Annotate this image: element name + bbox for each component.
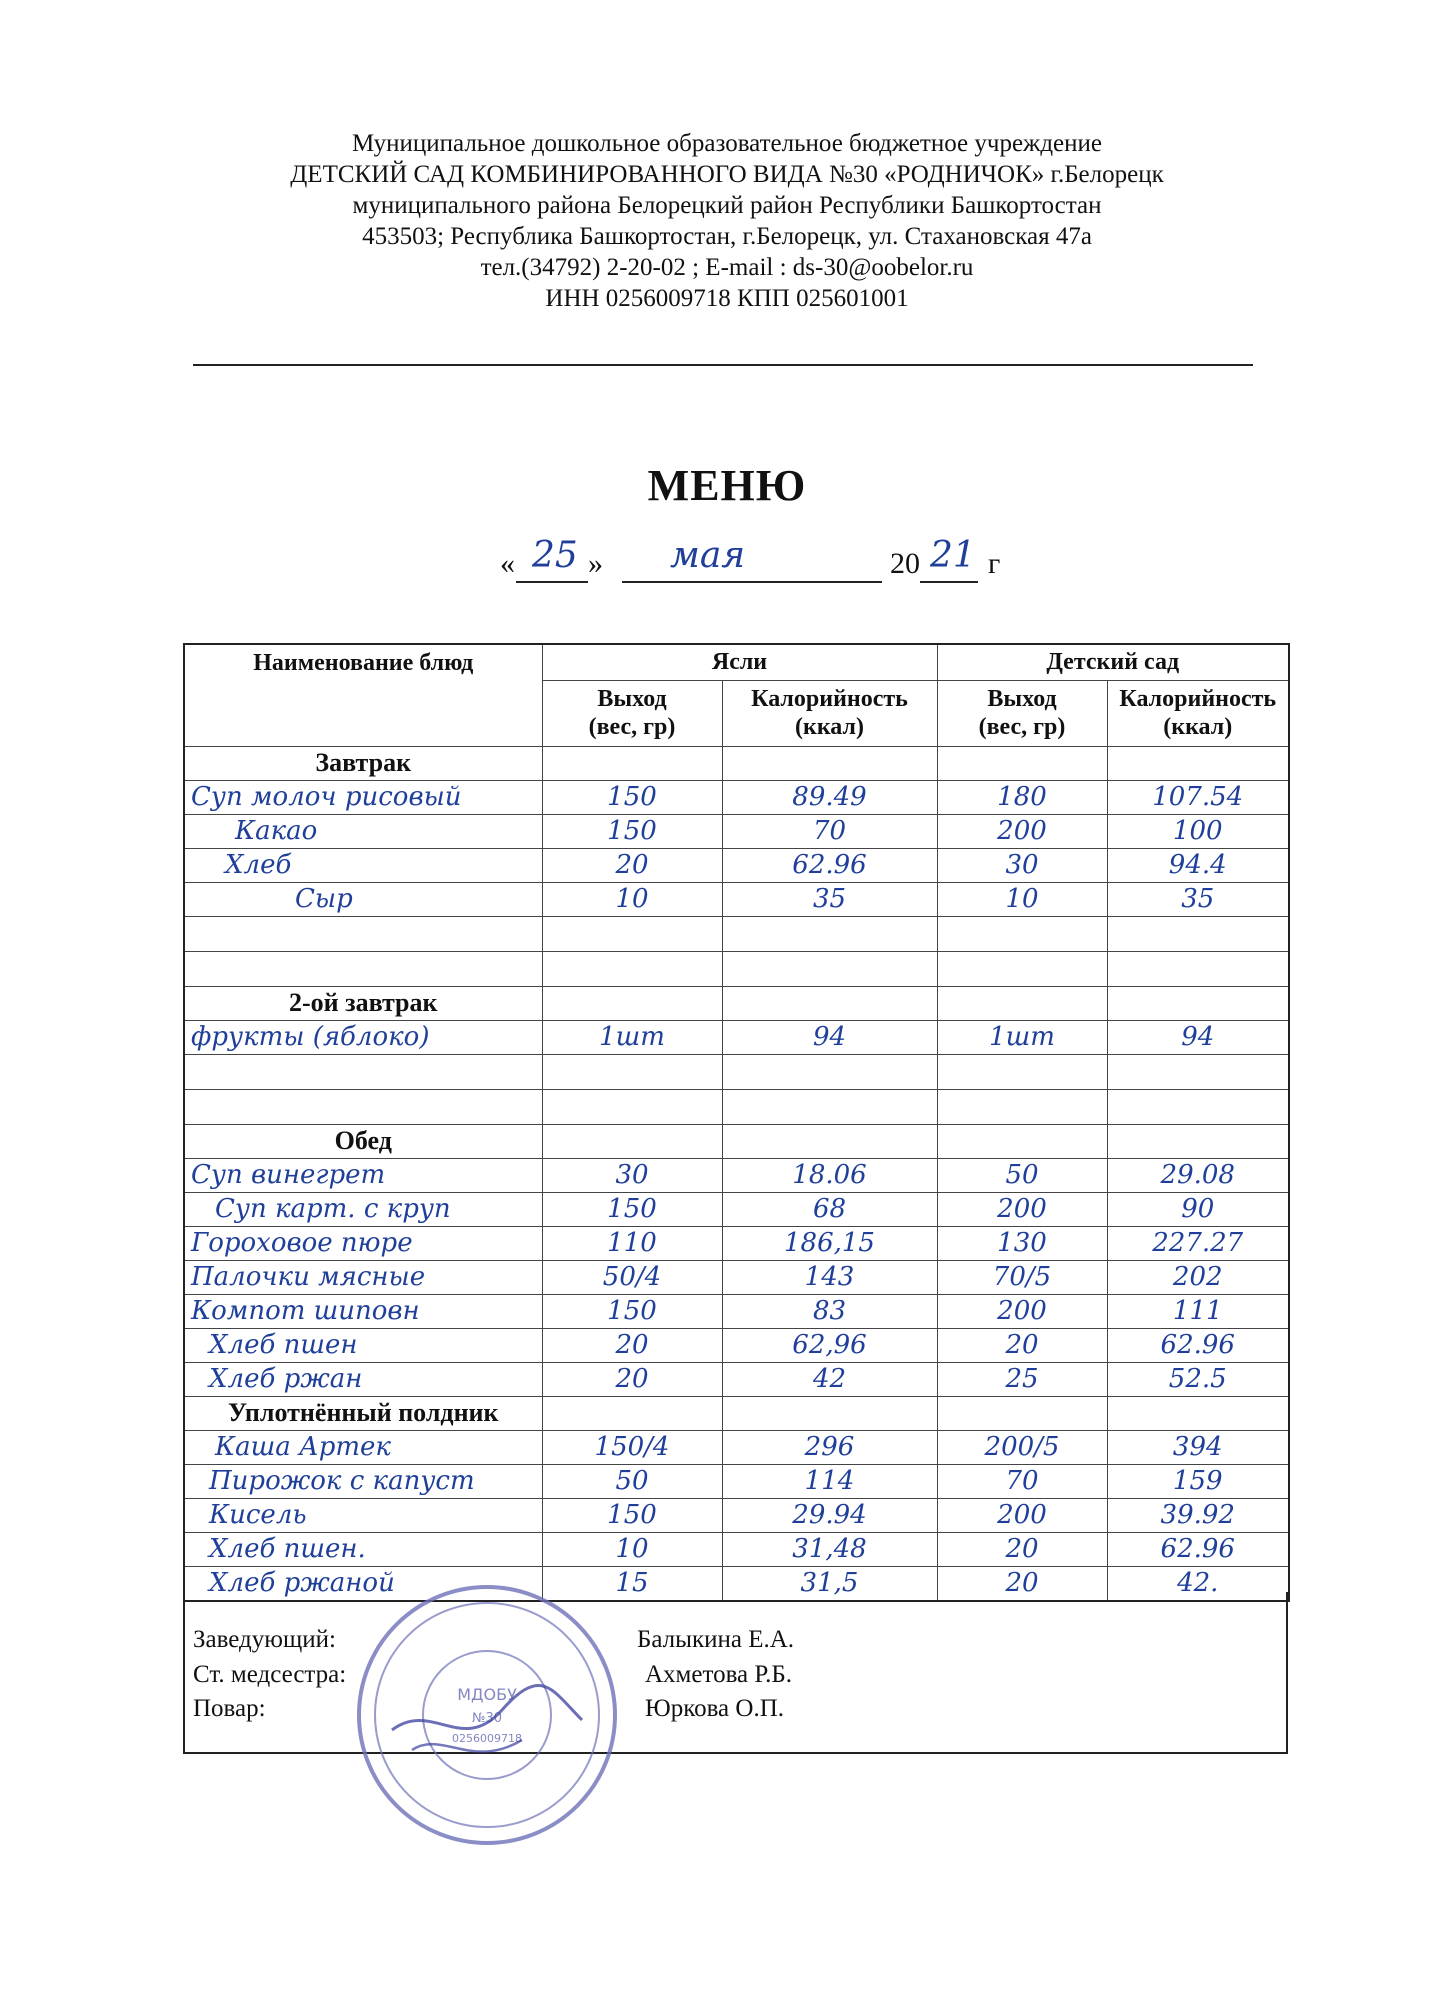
kindergarten-kcal: 35 (1107, 882, 1289, 916)
signature-role: Повар: (193, 1695, 266, 1722)
page-title: МЕНЮ (647, 461, 807, 510)
table-row (184, 814, 1289, 848)
nursery-kcal: 83 (722, 1294, 937, 1328)
dish-name: Суп винегрет (184, 1158, 542, 1192)
kindergarten-kcal: 39.92 (1107, 1498, 1289, 1532)
official-seal (352, 1580, 622, 1850)
table-row (184, 1294, 1289, 1328)
kindergarten-kcal: 394 (1107, 1430, 1289, 1464)
nursery-kcal: 29.94 (722, 1498, 937, 1532)
nursery-kcal: 62,96 (722, 1328, 937, 1362)
kindergarten-yield: 200 (937, 814, 1107, 848)
nursery-kcal: 143 (722, 1260, 937, 1294)
table-row (184, 780, 1289, 814)
kindergarten-header: Детский сад (937, 644, 1289, 680)
date-month: мая (670, 535, 746, 576)
empty-row (184, 916, 1289, 951)
nursery-yield: 20 (542, 848, 722, 882)
table-row (184, 1464, 1289, 1498)
kindergarten-yield: 20 (937, 1328, 1107, 1362)
kindergarten-kcal: 52.5 (1107, 1362, 1289, 1396)
nursery-kcal: 31,5 (722, 1566, 937, 1601)
kindergarten-kcal: 107.54 (1107, 780, 1289, 814)
dish-name: Хлеб (184, 848, 542, 882)
table-row (184, 1430, 1289, 1464)
dish-name: Кисель (184, 1498, 542, 1532)
signature-role: Заведующий: (193, 1626, 336, 1653)
dish-name: Какао (184, 814, 542, 848)
kindergarten-yield: 130 (937, 1226, 1107, 1260)
nursery-yield: 150 (542, 814, 722, 848)
nursery-calories-header: Калорийность (ккал) (722, 680, 937, 746)
table-row (184, 1020, 1289, 1054)
kindergarten-kcal: 94 (1107, 1020, 1289, 1054)
header-line-1: Муниципальное дошкольное образовательное бюджетное учреждение (352, 130, 1102, 157)
date-year-unit: г (988, 547, 1001, 580)
date-open-quote: « (500, 547, 515, 580)
signature-role: Ст. медсестра: (193, 1661, 347, 1688)
nursery-yield: 150 (542, 1294, 722, 1328)
menu-table (183, 643, 1290, 1602)
dish-name: Хлеб ржаной (184, 1566, 542, 1601)
empty-row (184, 1054, 1289, 1089)
kindergarten-kcal: 94.4 (1107, 848, 1289, 882)
nursery-kcal: 296 (722, 1430, 937, 1464)
svg-text:№30: №30 (471, 1711, 503, 1726)
year-underline (920, 581, 978, 583)
nursery-kcal: 18.06 (722, 1158, 937, 1192)
nursery-yield: 150 (542, 1498, 722, 1532)
table-row (184, 1498, 1289, 1532)
kindergarten-yield: 50 (937, 1158, 1107, 1192)
nursery-yield: 10 (542, 1532, 722, 1566)
kindergarten-yield: 25 (937, 1362, 1107, 1396)
nursery-kcal: 70 (722, 814, 937, 848)
nursery-yield: 150 (542, 780, 722, 814)
empty-row (184, 951, 1289, 986)
date-year-prefix: 20 (890, 547, 920, 580)
header-line-4: 453503; Республика Башкортостан, г.Белорецк, ул. Стахановская 47а (362, 223, 1092, 250)
header-line-6: ИНН 0256009718 КПП 025601001 (545, 285, 909, 312)
svg-text:0256009718: 0256009718 (452, 1732, 522, 1745)
date-year-suffix: 21 (930, 535, 976, 576)
nursery-kcal: 94 (722, 1020, 937, 1054)
nursery-yield: 150/4 (542, 1430, 722, 1464)
nursery-kcal: 186,15 (722, 1226, 937, 1260)
nursery-kcal: 31,48 (722, 1532, 937, 1566)
kindergarten-yield: 20 (937, 1532, 1107, 1566)
table-row (184, 1192, 1289, 1226)
nursery-yield: 15 (542, 1566, 722, 1601)
date-day: 25 (532, 535, 578, 576)
kindergarten-yield: 20 (937, 1566, 1107, 1601)
nursery-yield: 20 (542, 1362, 722, 1396)
dish-name: Суп молоч рисовый (184, 780, 542, 814)
kindergarten-kcal: 62.96 (1107, 1328, 1289, 1362)
signature-name: Балыкина Е.А. (637, 1626, 795, 1653)
nursery-yield-header: Выход (вес, гр) (542, 680, 722, 746)
kindergarten-kcal: 227.27 (1107, 1226, 1289, 1260)
dish-name: Суп карт. с круп (184, 1192, 542, 1226)
month-underline-2 (800, 581, 880, 583)
kindergarten-kcal: 62.96 (1107, 1532, 1289, 1566)
section-snack: Уплотнённый полдник (184, 1396, 542, 1430)
dish-column-header: Наименование блюд (184, 644, 542, 746)
dish-name: Гороховое пюре (184, 1226, 542, 1260)
table-row (184, 1260, 1289, 1294)
nursery-yield: 10 (542, 882, 722, 916)
dish-name: Сыр (184, 882, 542, 916)
signature-name: Юркова О.П. (645, 1695, 785, 1722)
nursery-yield: 50/4 (542, 1260, 722, 1294)
dish-name: Палочки мясные (184, 1260, 542, 1294)
dish-name: Каша Артек (184, 1430, 542, 1464)
nursery-kcal: 62.96 (722, 848, 937, 882)
kindergarten-yield: 30 (937, 848, 1107, 882)
kindergarten-yield: 200 (937, 1498, 1107, 1532)
nursery-kcal: 114 (722, 1464, 937, 1498)
nursery-yield: 30 (542, 1158, 722, 1192)
kindergarten-yield: 180 (937, 780, 1107, 814)
nursery-kcal: 35 (722, 882, 937, 916)
header-line-2: ДЕТСКИЙ САД КОМБИНИРОВАННОГО ВИДА №30 «РОДНИЧОК» г.Белорецк (290, 161, 1164, 188)
table-row (184, 1328, 1289, 1362)
kindergarten-yield: 70/5 (937, 1260, 1107, 1294)
kindergarten-yield: 10 (937, 882, 1107, 916)
header-line-5: тел.(34792) 2-20-02 ; E-mail : ds-30@oobelor.ru (480, 254, 974, 281)
table-row (184, 1158, 1289, 1192)
nursery-header: Ясли (542, 644, 937, 680)
kindergarten-yield: 70 (937, 1464, 1107, 1498)
kindergarten-yield-header: Выход (вес, гр) (937, 680, 1107, 746)
kindergarten-kcal: 202 (1107, 1260, 1289, 1294)
kindergarten-kcal: 42. (1107, 1566, 1289, 1601)
kindergarten-yield: 200/5 (937, 1430, 1107, 1464)
table-row (184, 1362, 1289, 1396)
section-breakfast: Завтрак (184, 746, 542, 780)
dish-name: Компот шиповн (184, 1294, 542, 1328)
dish-name: Пирожок с капуст (184, 1464, 542, 1498)
date-line (500, 535, 1020, 585)
svg-text:МДОБУ: МДОБУ (457, 1685, 517, 1704)
day-underline (516, 581, 588, 583)
kindergarten-yield: 200 (937, 1192, 1107, 1226)
header-line-3: муниципального района Белорецкий район Республики Башкортостан (352, 192, 1102, 219)
dish-name: Хлеб пшен. (184, 1532, 542, 1566)
kindergarten-kcal: 29.08 (1107, 1158, 1289, 1192)
nursery-yield: 150 (542, 1192, 722, 1226)
nursery-kcal: 68 (722, 1192, 937, 1226)
nursery-yield: 1шт (542, 1020, 722, 1054)
nursery-kcal: 42 (722, 1362, 937, 1396)
kindergarten-kcal: 159 (1107, 1464, 1289, 1498)
kindergarten-kcal: 100 (1107, 814, 1289, 848)
nursery-yield: 50 (542, 1464, 722, 1498)
kindergarten-yield: 200 (937, 1294, 1107, 1328)
signature-name: Ахметова Р.Б. (645, 1661, 793, 1688)
empty-row (184, 1089, 1289, 1124)
kindergarten-yield: 1шт (937, 1020, 1107, 1054)
nursery-yield: 20 (542, 1328, 722, 1362)
header-divider (193, 364, 1253, 366)
institution-header (150, 128, 1304, 314)
dish-name: фрукты (яблоко) (184, 1020, 542, 1054)
dish-name: Хлеб ржан (184, 1362, 542, 1396)
nursery-kcal: 89.49 (722, 780, 937, 814)
table-row (184, 1226, 1289, 1260)
nursery-yield: 110 (542, 1226, 722, 1260)
table-row (184, 1532, 1289, 1566)
kindergarten-calories-header: Калорийность (ккал) (1107, 680, 1289, 746)
section-second-breakfast: 2-ой завтрак (184, 986, 542, 1020)
table-row (184, 882, 1289, 916)
date-close-quote: » (588, 547, 603, 580)
section-lunch: Обед (184, 1124, 542, 1158)
kindergarten-kcal: 90 (1107, 1192, 1289, 1226)
kindergarten-kcal: 111 (1107, 1294, 1289, 1328)
dish-name: Хлеб пшен (184, 1328, 542, 1362)
table-row (184, 848, 1289, 882)
